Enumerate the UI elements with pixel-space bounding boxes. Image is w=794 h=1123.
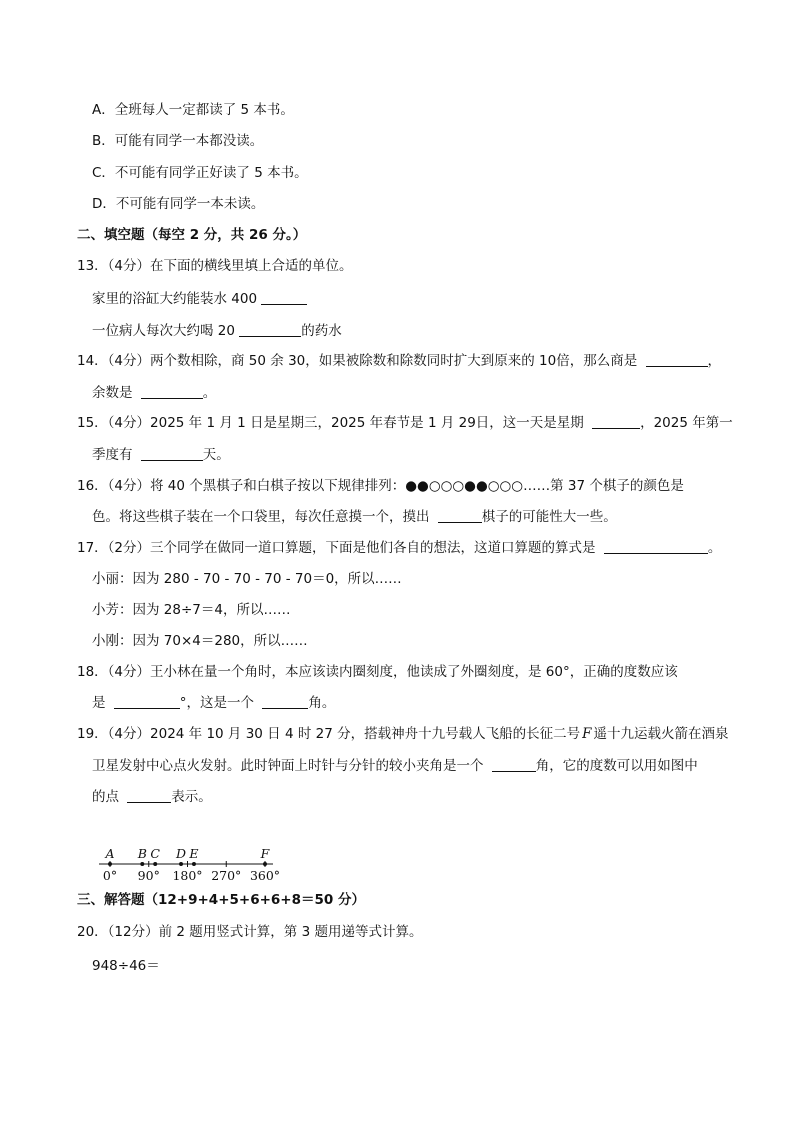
- option-d: D．不可能有同学一本未读。: [92, 196, 265, 212]
- number-line-point-label: A: [105, 846, 115, 861]
- q13-line1: [92, 290, 307, 308]
- q20-stem: 20．（12分）前 2 题用竖式计算，第 3 题用递等式计算。: [77, 924, 423, 940]
- option-a: A．全班每人一定都读了 5 本书。: [92, 102, 294, 118]
- q15-text: 15．（4分）2025 年 1 月 1 日是星期三，2025 年春节是 1 月 29日，这一天是星期: [77, 415, 584, 431]
- number-line-point-label: E: [189, 846, 199, 861]
- q20-expression-1: 948÷46＝: [92, 958, 160, 974]
- number-line-point: [263, 862, 267, 866]
- q19-line3: [92, 788, 212, 806]
- q19-text-end: 遥十九运载火箭在酒泉: [593, 726, 729, 742]
- q18-blank-2[interactable]: [262, 694, 308, 709]
- q19-f-letter: F: [582, 726, 592, 742]
- q18-blank-1[interactable]: [114, 694, 180, 709]
- q19-line2: [92, 757, 698, 775]
- number-line-tick-label: 270°: [211, 868, 242, 883]
- option-b: B．可能有同学一本都没读。: [92, 133, 264, 149]
- number-line-figure: [90, 838, 290, 884]
- q18-line2: [92, 694, 335, 712]
- q18-text-end: 角。: [308, 695, 336, 711]
- number-line-point: [108, 862, 112, 866]
- q14-line1: [77, 352, 721, 370]
- q13-line2-text: 一位病人每次大约喝 20: [92, 323, 235, 339]
- q14-line2: [92, 384, 216, 402]
- q15-days: 天。: [202, 447, 230, 463]
- q19-angle-text: 卫星发射中心点火发射。此时钟面上时针与分针的较小夹角是一个: [92, 758, 484, 774]
- number-line-point: [179, 862, 183, 866]
- number-line-tick-label: 360°: [249, 868, 281, 883]
- section-3-title: 三、解答题（12+9+4+5+6+6+8＝50 分）: [77, 892, 366, 908]
- q13-line2: [92, 322, 342, 340]
- number-line-point: [153, 862, 157, 866]
- q15-line1: [77, 414, 733, 432]
- number-line-tick-label: 90°: [137, 868, 160, 883]
- q19-point-end: 表示。: [171, 789, 212, 805]
- q16-text-end: 棋子的可能性大一些。: [481, 509, 617, 525]
- q17-xiaogang: 小刚：因为 70×4＝280，所以……: [92, 633, 308, 649]
- q17-blank[interactable]: [604, 539, 708, 554]
- q18-line1: 18．（4分）王小林在量一个角时，本应该读内圈刻度，他读成了外圈刻度，是 60°，正确的度数应该: [77, 664, 678, 680]
- number-line-tick-label: 180°: [172, 868, 203, 883]
- q13-stem: 13．（4分）在下面的横线里填上合适的单位。: [77, 258, 353, 274]
- q13-line2-end: 的药水: [301, 323, 342, 339]
- number-line-point-label: D: [176, 846, 187, 861]
- q19-blank-1[interactable]: [492, 757, 536, 772]
- number-line-svg: [90, 838, 290, 884]
- q16-line2: [92, 508, 617, 526]
- q16-text: 色。将这些棋子装在一个口袋里，每次任意摸一个，摸出: [92, 509, 430, 525]
- q19-angle-end: 角，它的度数可以用如图中: [535, 758, 698, 774]
- number-line-point: [140, 862, 144, 866]
- number-line-point-label: B: [137, 846, 147, 861]
- q14-text: 14．（4分）两个数相除，商 50 余 30，如果被除数和除数同时扩大到原来的 10倍，那么商是: [77, 353, 638, 369]
- q19-line1: [77, 725, 729, 743]
- q17-period: 。: [707, 540, 722, 556]
- q15-quarter-text: 季度有: [92, 447, 133, 463]
- q17-stem: [77, 539, 721, 557]
- q15-blank-1[interactable]: [592, 414, 640, 429]
- q17-xiaofang: 小芳：因为 28÷7＝4，所以……: [92, 602, 291, 618]
- q14-remainder-text: 余数是: [92, 385, 133, 401]
- q15-blank-2[interactable]: [141, 446, 203, 461]
- q13-line1-text: 家里的浴缸大约能装水 400: [92, 291, 258, 307]
- q16-blank[interactable]: [438, 508, 482, 523]
- q17-xiaoli: 小丽：因为 280 - 70 - 70 - 70 - 70＝0，所以……: [92, 571, 402, 587]
- option-c: C．不可能有同学正好读了 5 本书。: [92, 165, 308, 181]
- q17-text: 17．（2分）三个同学在做同一道口算题，下面是他们各自的想法，这道口算题的算式是: [77, 540, 596, 556]
- q14-period: 。: [202, 385, 217, 401]
- number-line-point-label: C: [150, 846, 160, 861]
- q18-text-mid: °，这是一个: [179, 695, 255, 711]
- q13-blank-2[interactable]: [239, 322, 301, 337]
- q18-text: 是: [92, 695, 106, 711]
- q15-line2: [92, 446, 230, 464]
- number-line-point: [192, 862, 196, 866]
- q19-blank-2[interactable]: [127, 788, 171, 803]
- number-line-point-label: F: [260, 846, 270, 861]
- section-2-title: 二、填空题（每空 2 分，共 26 分。）: [77, 227, 307, 243]
- q14-comma: ，: [707, 353, 722, 369]
- number-line-tick-label: 0°: [102, 868, 118, 883]
- q15-text-end: ，2025 年第一: [640, 415, 733, 431]
- q14-blank-1[interactable]: [646, 352, 708, 367]
- q13-blank-1[interactable]: [261, 290, 307, 305]
- q16-line1: 16．（4分）将 40 个黑棋子和白棋子按以下规律排列：●●○○○●●○○○……第 37 个棋子的颜色是: [77, 478, 684, 494]
- q14-blank-2[interactable]: [141, 384, 203, 399]
- q19-point-text: 的点: [92, 789, 119, 805]
- q19-text: 19．（4分）2024 年 10 月 30 日 4 时 27 分，搭载神舟十九号载人飞船的长征二号: [77, 726, 581, 742]
